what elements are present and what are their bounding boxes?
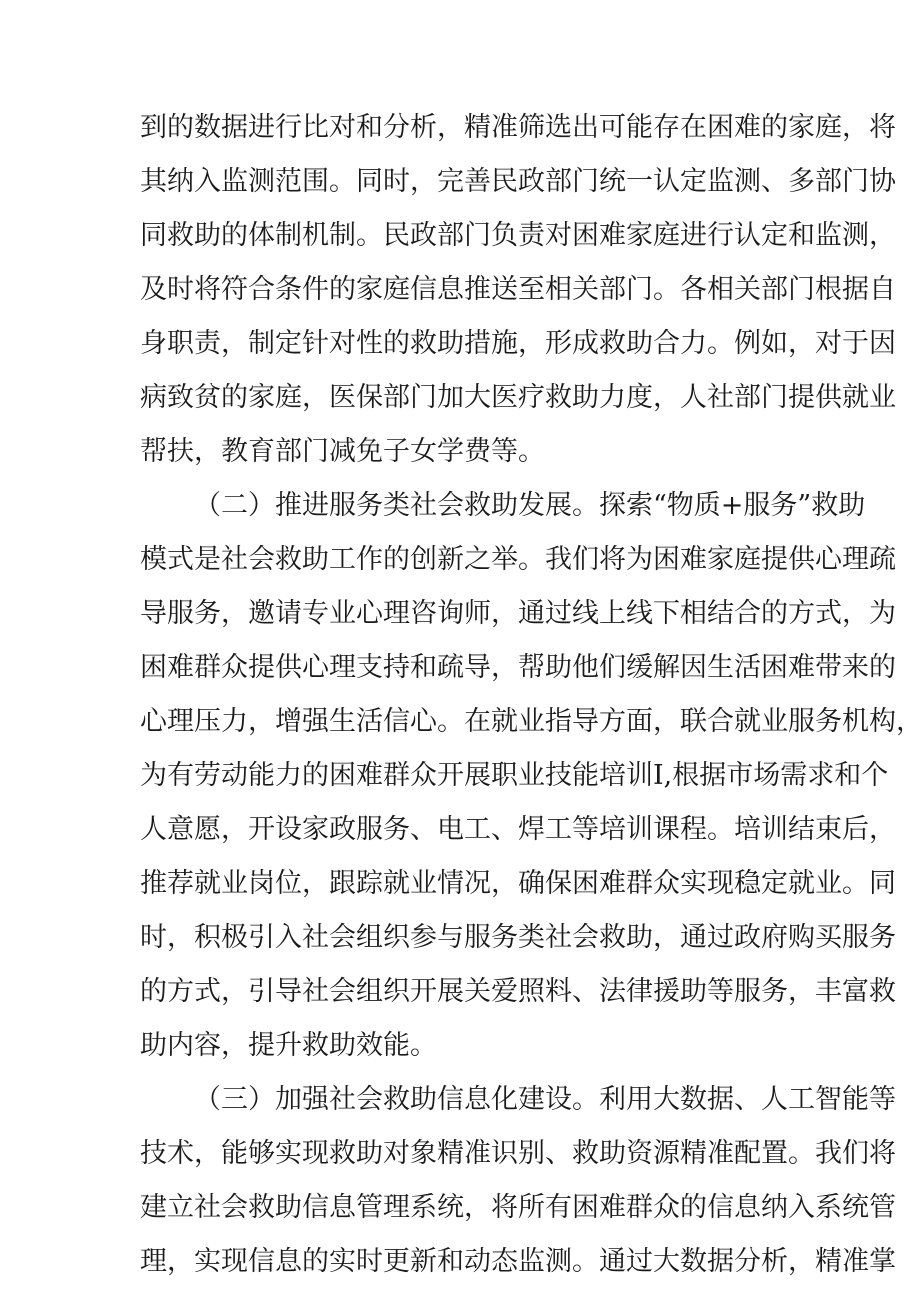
section-heading-2: （二）推进服务类社会救助发展。探索“物质+服务”救助	[194, 490, 866, 521]
text-line: 其纳入监测范围。同时，完善民政部门统一认定监测、多部门协	[140, 166, 896, 197]
text-line: 助内容，提升救助效能。	[140, 1030, 437, 1061]
text-line: 人意愿，开设家政服务、电工、焊工等培训课程。培训结束后，	[140, 814, 896, 845]
text-line: 帮扶，教育部门减免子女学费等。	[140, 436, 545, 467]
text-line: 推荐就业岗位，跟踪就业情况，确保困难群众实现稳定就业。同	[140, 868, 896, 899]
text-line: 及时将符合条件的家庭信息推送至相关部门。各相关部门根据自	[140, 274, 896, 305]
text-line: 的方式，引导社会组织开展关爱照料、法律援助等服务，丰富救	[140, 976, 896, 1007]
text-line: 建立社会救助信息管理系统，将所有困难群众的信息纳入系统管	[140, 1192, 896, 1223]
text-line: 到的数据进行比对和分析，精准筛选出可能存在困难的家庭，将	[140, 112, 896, 143]
section-heading-3: （三）加强社会救助信息化建设。利用大数据、人工智能等	[194, 1084, 896, 1115]
text-line: 导服务，邀请专业心理咨询师，通过线上线下相结合的方式，为	[140, 598, 896, 629]
text-line: 时，积极引入社会组织参与服务类社会救助，通过政府购买服务	[140, 922, 896, 953]
text-line: 病致贫的家庭，医保部门加大医疗救助力度，人社部门提供就业	[140, 382, 896, 413]
text-line: 同救助的体制机制。民政部门负责对困难家庭进行认定和监测，	[140, 220, 896, 251]
text-line: 模式是社会救助工作的创新之举。我们将为困难家庭提供心理疏	[140, 544, 896, 575]
text-line: 心理压力，增强生活信心。在就业指导方面，联合就业服务机构，	[140, 706, 923, 737]
text-line: 困难群众提供心理支持和疏导，帮助他们缓解因生活困难带来的	[140, 652, 896, 683]
text-line: 为有劳动能力的困难群众开展职业技能培训I,根据市场需求和个	[140, 760, 889, 791]
text-line: 技术，能够实现救助对象精准识别、救助资源精准配置。我们将	[140, 1138, 896, 1169]
text-line: 身职责，制定针对性的救助措施，形成救助合力。例如，对于因	[140, 328, 896, 359]
text-line: 理，实现信息的实时更新和动态监测。通过大数据分析，精准掌	[140, 1246, 896, 1277]
